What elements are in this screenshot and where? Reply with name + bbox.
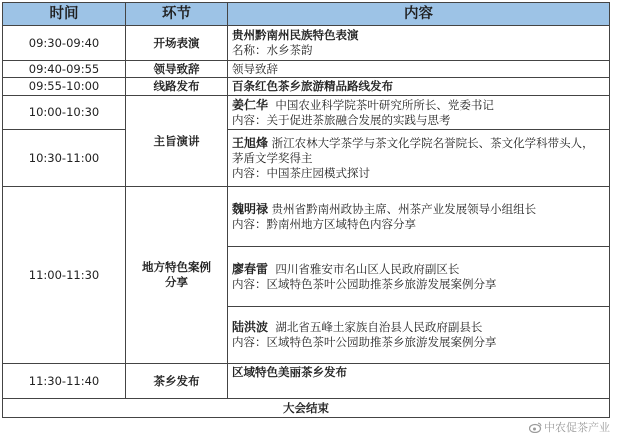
header-row bbox=[3, 3, 610, 26]
speaker-name: 姜仁华 bbox=[232, 97, 269, 112]
speaker-name: 陆洪波 bbox=[232, 320, 269, 334]
table-row bbox=[3, 96, 610, 130]
closing-cell: 大会结束 bbox=[3, 399, 610, 418]
talk-topic: 内容：区域特色茶叶公园助推茶乡旅游发展案例分享 bbox=[232, 276, 497, 291]
content-cell bbox=[228, 130, 610, 187]
content-cell bbox=[228, 96, 610, 130]
segment-cell: 开场表演 bbox=[126, 26, 228, 61]
speaker-name: 廖春雷 bbox=[232, 261, 269, 276]
time-cell: 11:30-11:40 bbox=[3, 364, 126, 399]
speaker-role: 四川省雅安市名山区人民政府副区长 bbox=[275, 261, 460, 276]
segment-cell: 主旨演讲 bbox=[126, 96, 228, 187]
speaker-role: 中国农业科学院茶叶研究所所长、党委书记 bbox=[275, 97, 494, 112]
table-row bbox=[3, 78, 610, 96]
table-row bbox=[3, 61, 610, 78]
weibo-icon bbox=[529, 422, 542, 433]
watermark-text: 中农促茶产业 bbox=[544, 421, 610, 434]
speaker-role: 湖北省五峰土家族自治县人民政府副县长 bbox=[275, 320, 483, 334]
time-cell: 09:55-10:00 bbox=[3, 78, 126, 96]
table-row bbox=[3, 26, 610, 61]
speaker-role: 贵州省黔南州政协主席、州茶产业发展领导小组组长 bbox=[271, 201, 537, 216]
table-row bbox=[3, 130, 610, 187]
segment-line: 分享 bbox=[165, 275, 188, 289]
speaker-name: 王旭烽 bbox=[232, 135, 269, 150]
table-row bbox=[3, 187, 610, 247]
speaker-role: 浙江农林大学茶学与茶文化学院名誉院长、茶文化学科带头人，茅盾文学奖得主 bbox=[232, 135, 594, 165]
content-title: 贵州黔南州民族特色表演 bbox=[232, 28, 359, 42]
header-time: 时间 bbox=[3, 3, 126, 26]
segment-line: 地方特色案例 bbox=[142, 260, 211, 274]
segment-cell: 茶乡发布 bbox=[126, 364, 228, 399]
content-cell bbox=[228, 307, 610, 364]
watermark bbox=[529, 419, 610, 435]
segment-cell: 领导致辞 bbox=[126, 61, 228, 78]
talk-topic: 内容：中国茶庄园模式探讨 bbox=[232, 165, 370, 180]
content-cell bbox=[228, 247, 610, 307]
segment-cell: 线路发布 bbox=[126, 78, 228, 96]
content-cell bbox=[228, 187, 610, 247]
talk-topic: 内容：区域特色茶叶公园助推茶乡旅游发展案例分享 bbox=[232, 335, 497, 349]
time-cell: 11:00-11:30 bbox=[3, 187, 126, 364]
header-content: 内容 bbox=[228, 3, 610, 26]
talk-topic: 内容：关于促进茶旅融合发展的实践与思考 bbox=[232, 112, 451, 127]
header-segment: 环节 bbox=[126, 3, 228, 26]
table-row bbox=[3, 399, 610, 418]
content-title: 区域特色美丽茶乡发布 bbox=[228, 364, 610, 399]
time-cell: 09:40-09:55 bbox=[3, 61, 126, 78]
time-cell: 10:00-10:30 bbox=[3, 96, 126, 130]
time-cell: 09:30-09:40 bbox=[3, 26, 126, 61]
content-detail: 领导致辞 bbox=[228, 61, 610, 78]
agenda-table bbox=[2, 2, 610, 418]
content-detail: 名称：水乡茶韵 bbox=[232, 43, 313, 57]
speaker-name: 魏明禄 bbox=[232, 201, 269, 216]
content-cell bbox=[228, 26, 610, 61]
talk-topic: 内容：黔南州地方区域特色内容分享 bbox=[232, 216, 416, 231]
content-title: 百条红色茶乡旅游精品路线发布 bbox=[228, 78, 610, 96]
table-row bbox=[3, 364, 610, 399]
segment-cell bbox=[126, 187, 228, 364]
time-cell: 10:30-11:00 bbox=[3, 130, 126, 187]
